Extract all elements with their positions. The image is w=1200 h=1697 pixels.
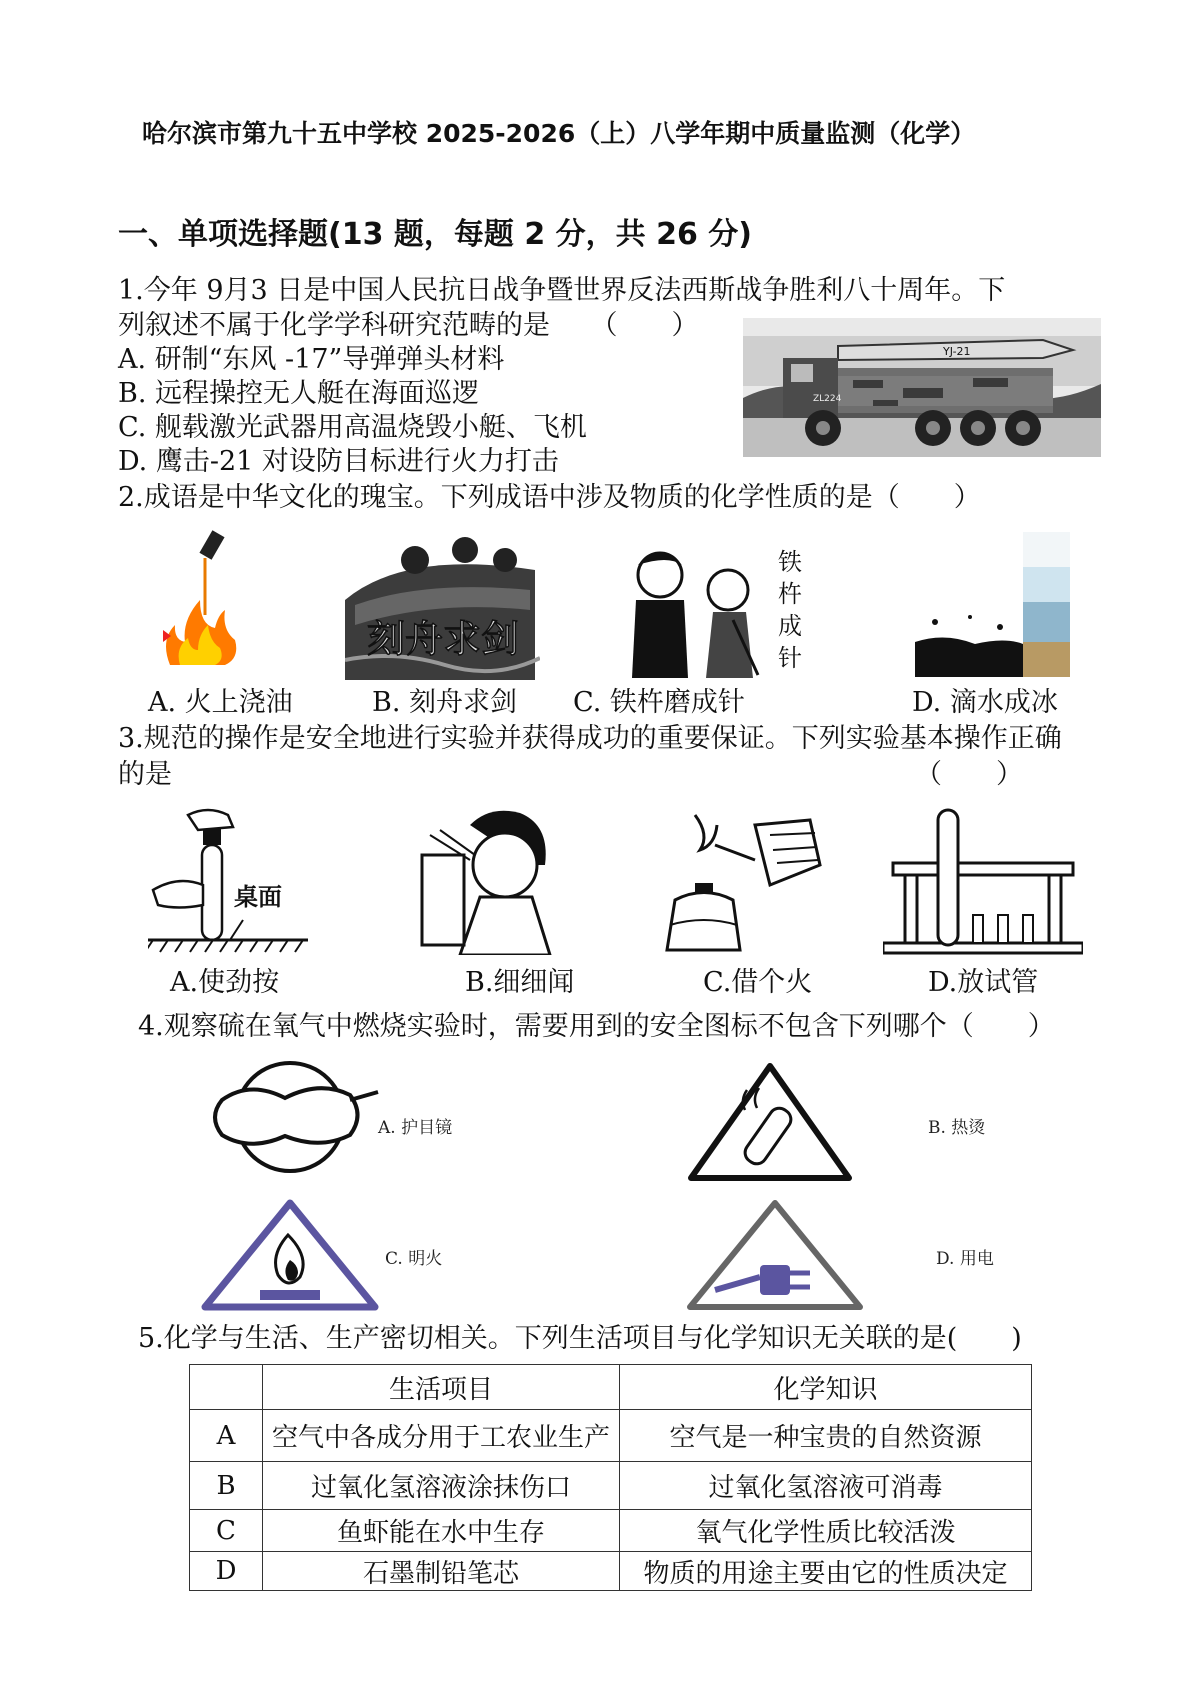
- q4-option-b: B. 热烫: [928, 1118, 986, 1138]
- missile-label: YJ-21: [943, 345, 971, 358]
- page-title: 哈尔滨市第九十五中学校 2025-2026（上）八学年期中质量监测（化学）: [142, 119, 976, 148]
- water-ice-image: [915, 532, 1070, 677]
- svg-text:针: 针: [778, 644, 802, 672]
- press-stopper-image: [148, 805, 308, 955]
- q1-option-b: B. 远程操控无人艇在海面巡逻: [118, 378, 480, 409]
- q1-stem-line2: 列叙述不属于化学学科研究范畴的是 （ ）: [118, 310, 699, 341]
- electricity-sign-icon: [685, 1195, 865, 1315]
- svg-text:铁: 铁: [778, 548, 802, 576]
- open-flame-sign-icon: [200, 1195, 380, 1315]
- q1-option-d: D. 鹰击-21 对设防目标进行火力打击: [118, 446, 559, 477]
- missile-truck-image: [743, 318, 1101, 457]
- q2-option-d: D. 滴水成冰: [912, 687, 1058, 718]
- table-row: [190, 1410, 1032, 1462]
- table-cell: B: [190, 1462, 263, 1510]
- q1-stem-line1: 1.今年 9月3 日是中国人民抗日战争暨世界反法西斯战争胜利八十周年。下: [118, 275, 1006, 306]
- table-cell: C: [190, 1510, 263, 1552]
- fire-oil-image: [160, 530, 245, 670]
- table-cell: 过氧化氢溶液可消毒: [620, 1462, 1032, 1510]
- table-cell: D: [190, 1552, 263, 1591]
- goggles-sign-icon: [200, 1060, 380, 1175]
- q3-option-b: B.细细闻: [465, 967, 575, 998]
- svg-text:杵: 杵: [778, 580, 802, 608]
- q3-option-c: C.借个火: [703, 967, 813, 998]
- boat-sword-image: [345, 530, 540, 680]
- q5-stem: 5.化学与生活、生产密切相关。下列生活项目与化学知识无关联的是( ): [138, 1323, 1022, 1354]
- q4-option-a: A. 护目镜: [378, 1118, 453, 1138]
- table-cell: 空气是一种宝贵的自然资源: [620, 1410, 1032, 1462]
- q1-option-c: C. 舰载激光武器用高温烧毁小艇、飞机: [118, 412, 587, 443]
- light-lamp-image: [655, 805, 825, 955]
- boat-sword-calligraphy: 刻舟求剑: [367, 617, 520, 661]
- table-header-cell: 生活项目: [263, 1365, 620, 1410]
- table-header-row: [190, 1365, 1032, 1410]
- table-cell: 石墨制铅笔芯: [263, 1552, 620, 1591]
- table-row: [190, 1462, 1032, 1510]
- truck-label: ZL224: [813, 394, 842, 404]
- q3-bracket: （ ）: [915, 759, 1023, 790]
- q1-option-a: A. 研制“东风 -17”导弹弹头材料: [118, 344, 505, 375]
- hot-surface-sign-icon: [685, 1060, 855, 1185]
- q3-option-a: A.使劲按: [170, 967, 280, 998]
- table-cell: 空气中各成分用于工农业生产: [263, 1410, 620, 1462]
- desk-label: 桌面: [234, 883, 282, 911]
- q4-stem: 4.观察硫在氧气中燃烧实验时，需要用到的安全图标不包含下列哪个（ ）: [138, 1011, 1055, 1042]
- iron-pestle-vertical-text: [778, 548, 802, 672]
- q3-option-d: D.放试管: [928, 967, 1039, 998]
- svg-text:成: 成: [778, 612, 802, 640]
- q4-option-d: D. 用电: [936, 1249, 994, 1269]
- section-heading: 一、单项选择题(13 题，每题 2 分，共 26 分): [118, 217, 753, 252]
- table-cell: 氧气化学性质比较活泼: [620, 1510, 1032, 1552]
- table-cell: 物质的用途主要由它的性质决定: [620, 1552, 1032, 1591]
- q3-stem-line1: 3.规范的操作是安全地进行实验并获得成功的重要保证。下列实验基本操作正确: [118, 723, 1062, 754]
- table-header-cell: 化学知识: [620, 1365, 1032, 1410]
- q2-option-b: B. 刻舟求剑: [372, 687, 518, 718]
- q2-option-c: C. 铁杵磨成针: [573, 687, 745, 718]
- q4-option-c: C. 明火: [385, 1249, 443, 1269]
- table-row: [190, 1510, 1032, 1552]
- q2-stem: 2.成语是中华文化的瑰宝。下列成语中涉及物质的化学性质的是（ ）: [118, 482, 981, 513]
- q5-table: [189, 1364, 1032, 1591]
- table-header-cell: [190, 1365, 263, 1410]
- q3-stem-line2: 的是: [118, 759, 172, 790]
- table-cell: A: [190, 1410, 263, 1462]
- q2-option-a: A. 火上浇油: [148, 687, 293, 718]
- smell-image: [420, 805, 565, 955]
- table-row: [190, 1552, 1032, 1591]
- table-cell: 过氧化氢溶液涂抹伤口: [263, 1462, 620, 1510]
- table-cell: 鱼虾能在水中生存: [263, 1510, 620, 1552]
- test-tube-rack-image: [883, 805, 1083, 955]
- iron-pestle-image: [618, 540, 808, 680]
